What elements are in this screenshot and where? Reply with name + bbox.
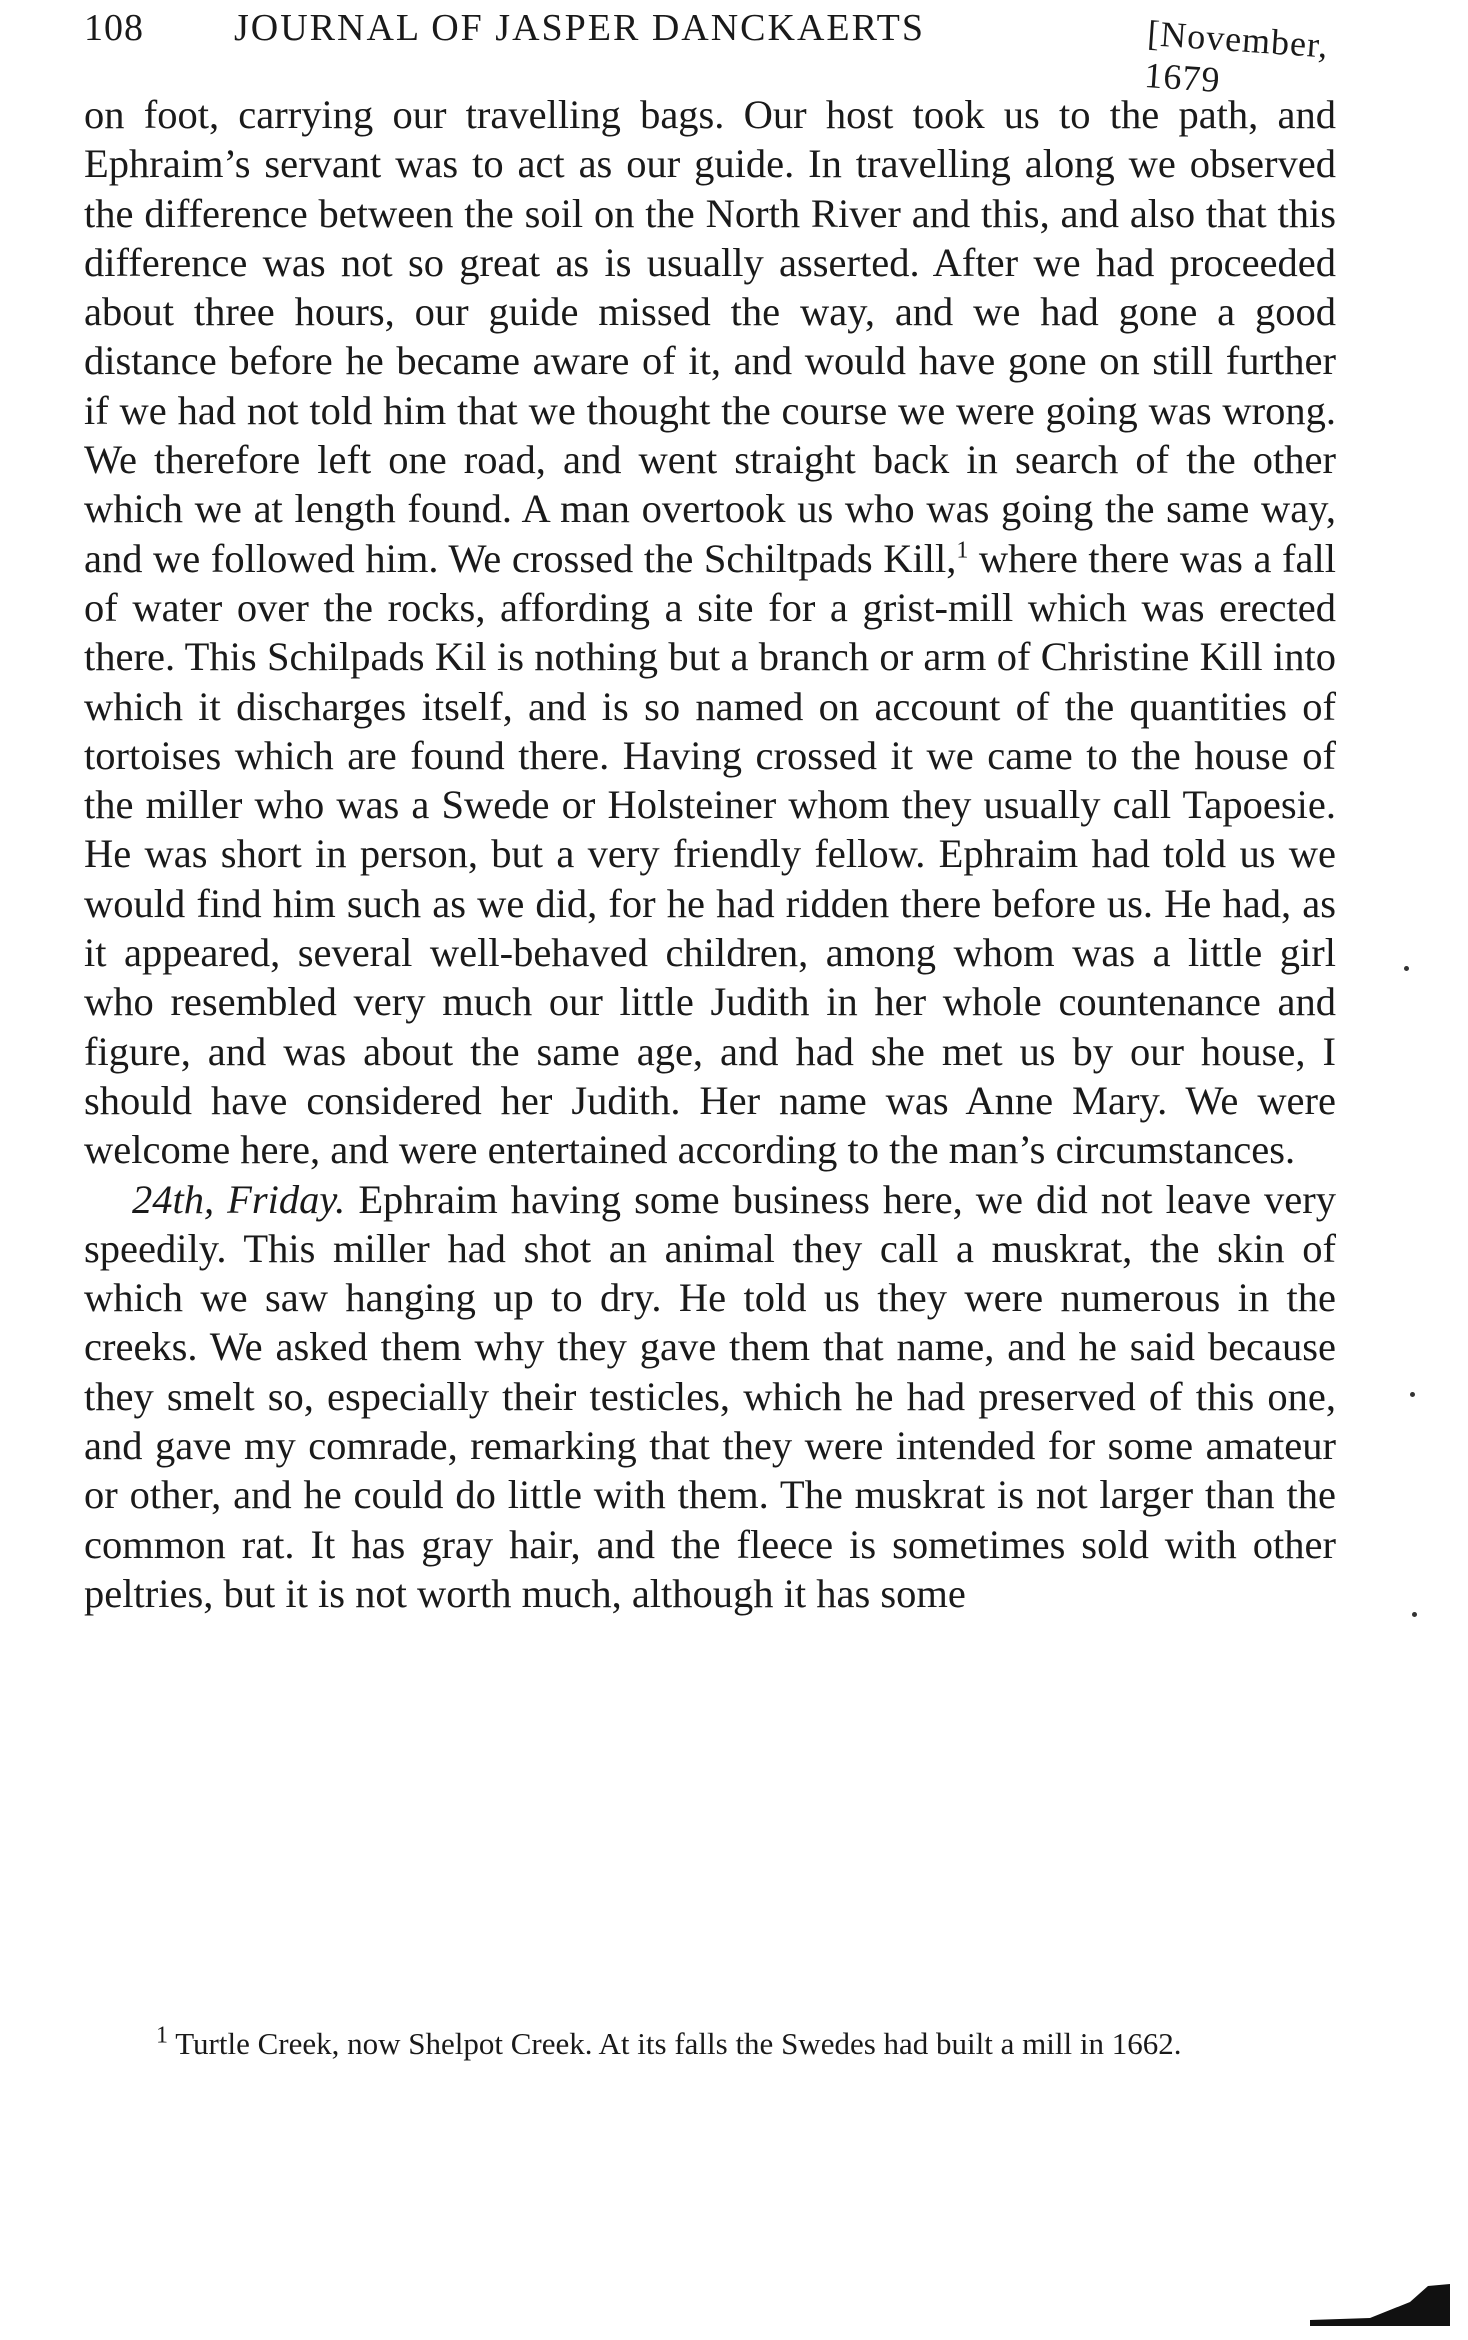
stray-speck [1404,966,1409,971]
footnote [84,2024,1336,2064]
running-title: JOURNAL OF JASPER DANCKAERTS [234,7,926,49]
page-number: 108 [84,7,144,49]
paragraph-2 [84,1175,1336,1619]
footnote-mark: 1 [156,2022,168,2049]
page-corner-shadow [1310,2280,1450,2326]
header-date: [November, 1679 [1143,12,1330,101]
paragraph-1-text: on foot, carrying our travelling bags. Our host took us to the path, and Ephraim’s servant was to act as our guide. In travelling along we observed the difference between the soil on the North River and this, and also that this difference was not so great as is usually asserted. After we had proceeded about three hours, our guide missed the way, and we had gone a good distance before he became aware of it, and would have gone on still further if we had not told him that we thought the course we were going was wrong. We therefore left one road, and went straight back in search of the other which we at length found. A man overtook us who was going the same way, and we followed him. We crossed the Schiltpads Kill, [84,92,1336,581]
stray-speck [1412,1612,1417,1617]
paragraph-1-continuation: where there was a fall of water over the rocks, affording a site for a grist-mill which was erected there. This Schilpads Kil is nothing but a branch or arm of Christine Kill into which it discharges itself, and is so named on account of the quantities of tortoises which are found there. Having crossed it we came to the house of the miller who was a Swede or Holsteiner whom they usually call Tapoesie. He was short in person, but a very friendly fellow. Ephraim had told us we would find him such as we did, for he had ridden there before us. He had, as it appeared, several well-behaved children, among whom was a little girl who resembled very much our little Judith in her whole countenance and figure, and was about the same age, and had she met us by our house, I should have considered her Judith. Her name was Anne Mary. We were welcome here, and were entertained according to the man’s circumstances. [84,535,1336,1173]
footnote-reference: 1 [956,537,969,564]
stray-speck [1410,1392,1415,1397]
running-header [84,6,1354,101]
footnote-text: Turtle Creek, now Shelpot Creek. At its falls the Swedes had built a mill in 1662. [168,2026,1182,2061]
paragraph-2-text: Ephraim having some business here, we did not leave very speedily. This miller had shot an animal they call a muskrat, the skin of which we saw hanging up to dry. He told us they were numerous in the creeks. We asked them why they gave them that name, and he said because they smelt so, especially their testicles, which he had preserved of this one, and gave my comrade, remarking that they were intended for some amateur or other, and he could do little with them. The muskrat is not larger than the common rat. It has gray hair, and the fleece is sometimes sold with other peltries, but it is not worth much, although it has some [84,1176,1336,1616]
footnote-paragraph [84,2024,1336,2064]
entry-date: 24th, Friday. [132,1176,346,1222]
body-text [84,90,1336,1618]
paragraph-1 [84,90,1336,1175]
